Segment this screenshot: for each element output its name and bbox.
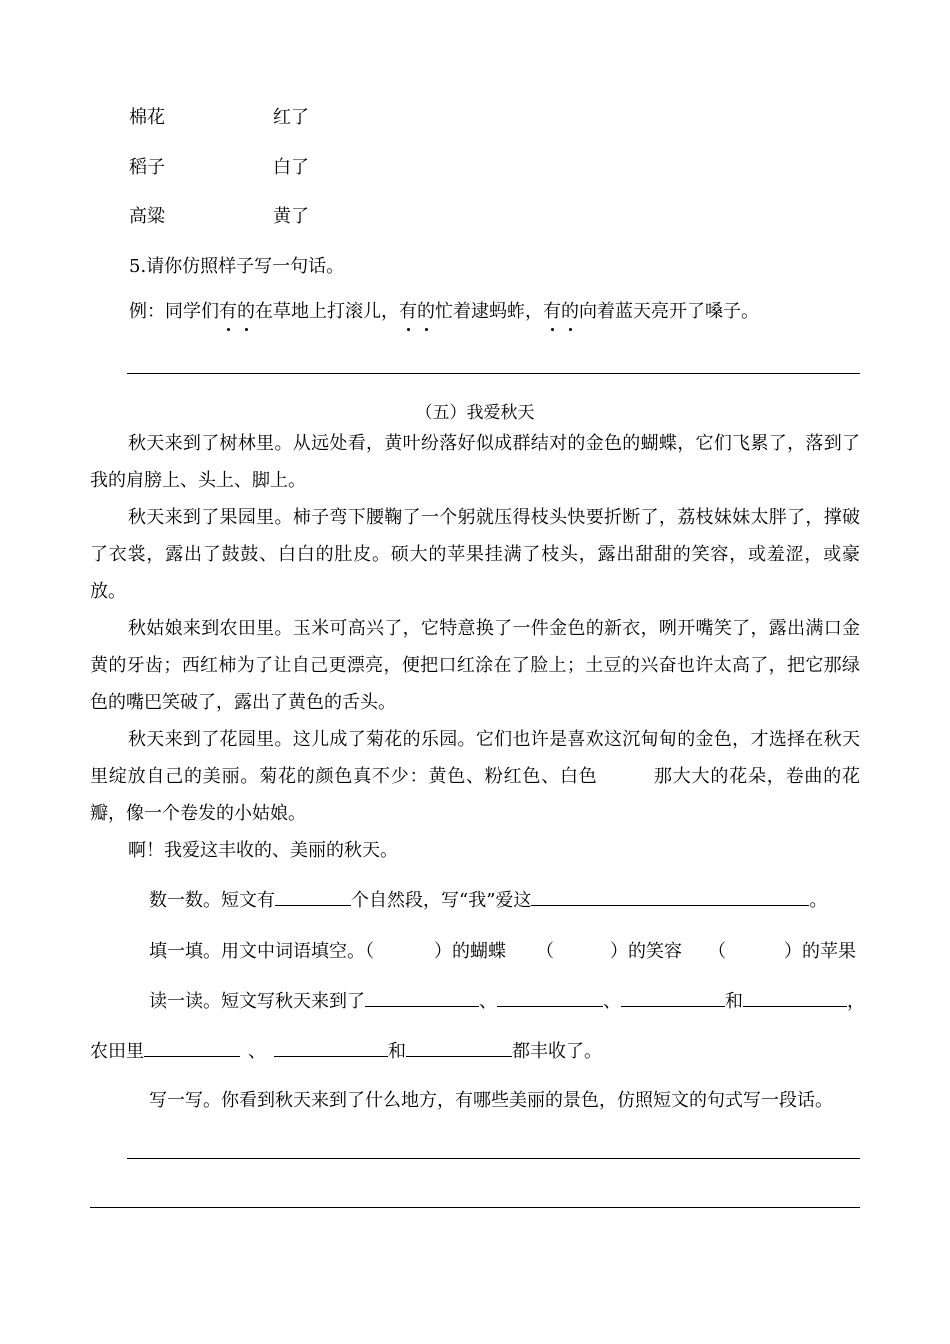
- question-fill: [149, 937, 856, 963]
- blank-place-1[interactable]: [365, 988, 479, 1007]
- q5-title: 5.请你仿照样子写一句话。: [129, 256, 345, 277]
- count-text-a: 数一数。短文有: [149, 890, 275, 911]
- blank-crop-1[interactable]: [144, 1038, 240, 1057]
- example-seg3: 向着蓝天亮开了嗓子。: [579, 301, 759, 322]
- match-right-3: 黄了: [273, 206, 309, 227]
- match-right-1: 红了: [273, 107, 309, 128]
- paragraph-5: 啊！我爱这丰收的、美丽的秋天。: [128, 840, 398, 861]
- read-text-a: 读一读。短文写秋天来到了: [149, 991, 365, 1012]
- fill-text-c: （: [536, 941, 554, 962]
- answer-line-write-2[interactable]: [90, 1207, 860, 1208]
- match-right-2: 白了: [273, 157, 309, 178]
- match-left-3: 高粱: [129, 206, 165, 227]
- blank-place-2[interactable]: [497, 988, 603, 1007]
- answer-line-write-1[interactable]: [127, 1158, 860, 1159]
- q5-example: [129, 297, 759, 323]
- reading-passage: [90, 425, 860, 869]
- blank-what-love[interactable]: [531, 887, 809, 906]
- paragraph-3: 秋姑娘来到农田里。玉米可高兴了，它特意换了一件金色的新衣，咧开嘴笑了，露出满口金黄的牙齿；西红柿为了让自己更漂亮，便把口红涂在了脸上；土豆的兴奋也许太高了，把它那绿色的嘴巴笑破了，露出了黄色的舌头。: [90, 618, 860, 713]
- fill-text-b: ）的蝴蝶: [434, 941, 506, 962]
- match-left-1: 棉花: [129, 107, 165, 128]
- read-text-b: 农田里: [90, 1041, 144, 1062]
- separator: 、: [479, 991, 497, 1012]
- blank-crop-3[interactable]: [406, 1038, 512, 1057]
- and-text: 和: [388, 1041, 406, 1062]
- blank-place-4[interactable]: [743, 988, 847, 1007]
- match-left-2: 稻子: [129, 157, 165, 178]
- fill-text-e: （: [708, 941, 726, 962]
- question-read-line2: [90, 1037, 602, 1063]
- blank-paragraph-count[interactable]: [275, 887, 351, 906]
- answer-line-q5[interactable]: [127, 373, 860, 374]
- paragraph-4: 秋天来到了花园里。这儿成了菊花的乐园。它们也许是喜欢这沉甸甸的金色，才选择在秋天里绽放自己的美丽。菊花的颜色真不少：黄色、粉红色、白色 那大大的花朵，卷曲的花瓣，像一个卷发的小姑娘。: [90, 729, 860, 824]
- separator: 、: [248, 1041, 266, 1062]
- fill-text-a: 填一填。用文中词语填空。（: [149, 941, 374, 962]
- question-write: 写一写。你看到秋天来到了什么地方，有哪些美丽的景色，仿照短文的句式写一段话。: [149, 1090, 833, 1111]
- reading-title: （五）我爱秋天: [415, 403, 535, 423]
- count-text-b: 个自然段，写“我”爱这: [351, 890, 532, 911]
- question-count: [149, 886, 827, 912]
- question-read-line1: [149, 987, 865, 1013]
- read-text-c: 都丰收了。: [512, 1041, 602, 1062]
- dotted-word-2: 有的: [399, 301, 435, 322]
- blank-crop-2[interactable]: [274, 1038, 388, 1057]
- paragraph-1: 秋天来到了树林里。从远处看，黄叶纷落好似成群结对的金色的蝴蝶，它们飞累了，落到了我的肩膀上、头上、脚上。: [90, 433, 860, 491]
- blank-place-3[interactable]: [621, 988, 725, 1007]
- fill-text-d: ）的笑容: [610, 941, 682, 962]
- dotted-word-1: 有的: [219, 301, 255, 322]
- example-seg2: 忙着逮蚂蚱，: [435, 301, 543, 322]
- count-text-c: 。: [809, 890, 828, 911]
- dotted-word-3: 有的: [543, 301, 579, 322]
- fill-text-f: ）的苹果: [784, 941, 856, 962]
- and-text: 和: [725, 991, 743, 1012]
- comma: ，: [847, 991, 865, 1012]
- example-prefix: 例：同学们: [129, 301, 219, 322]
- example-seg1: 在草地上打滚儿，: [255, 301, 399, 322]
- paragraph-2: 秋天来到了果园里。柿子弯下腰鞠了一个躬就压得枝头快要折断了，荔枝妹妹太胖了，撑破了衣裳，露出了鼓鼓、白白的肚皮。硕大的苹果挂满了枝头，露出甜甜的笑容，或羞涩，或豪放。: [90, 507, 860, 602]
- separator: 、: [603, 991, 621, 1012]
